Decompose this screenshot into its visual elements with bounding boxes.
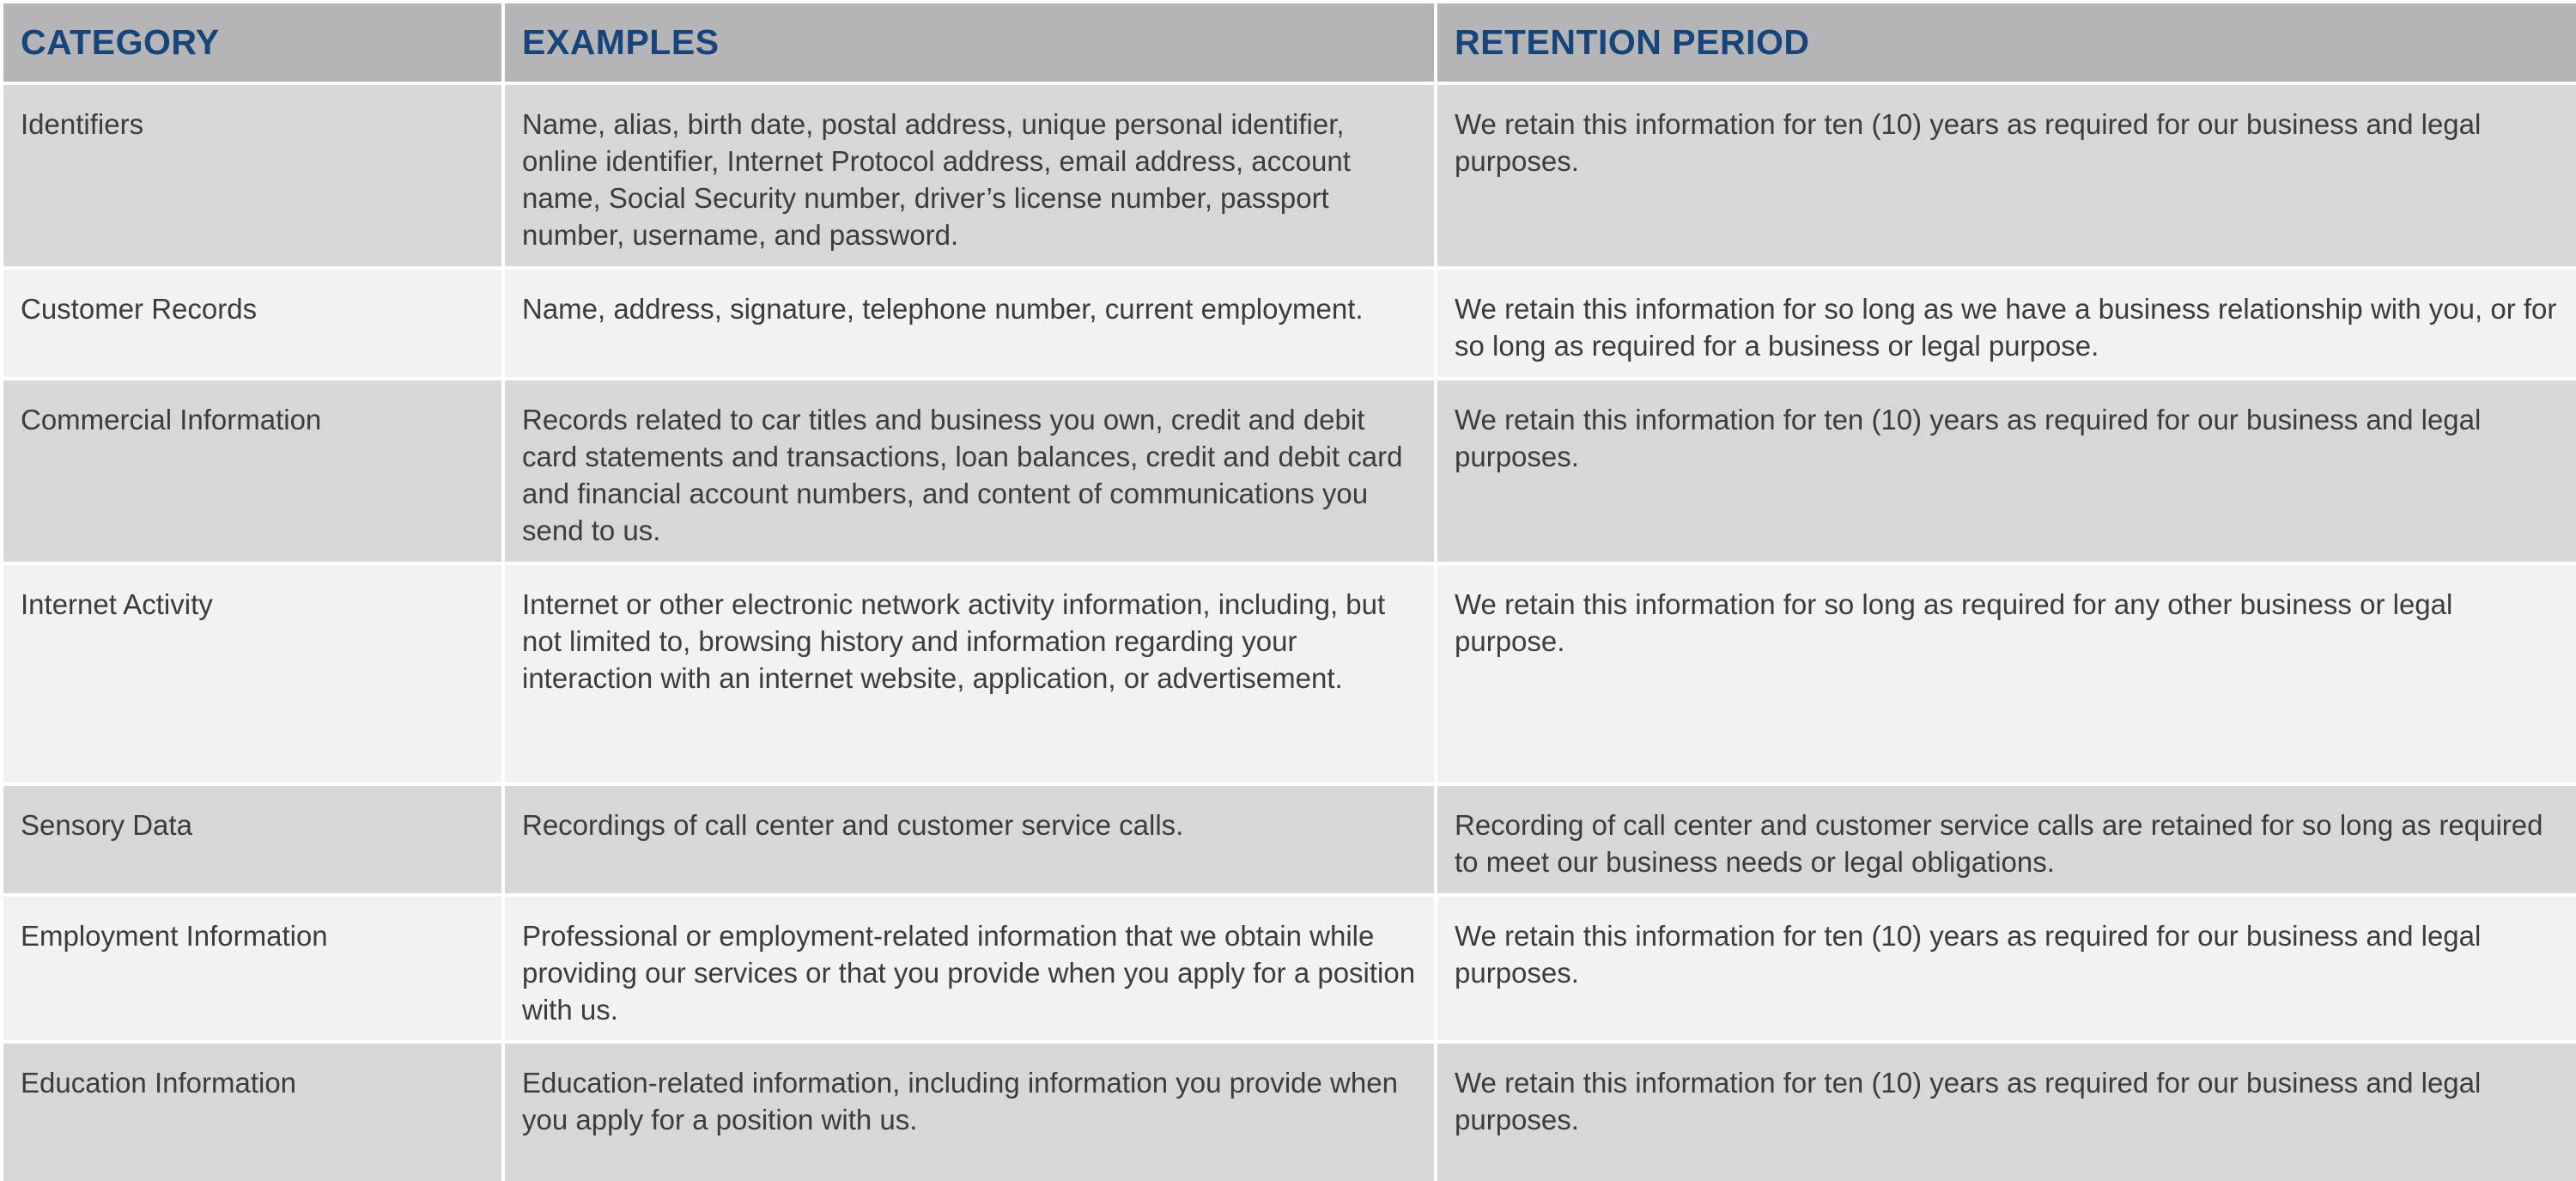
table-row — [2, 784, 2576, 895]
category-cell: Internet Activity — [2, 563, 503, 784]
table-row — [2, 268, 2576, 379]
examples-cell: Records related to car titles and business you own, credit and debit card statements and transactions, loan balances, credit and debit card and financial account numbers, and content of communications you send to us. — [503, 379, 1436, 563]
examples-cell: Professional or employment-related information that we obtain while providing our services or that you provide when you apply for a position with us. — [503, 895, 1436, 1042]
examples-cell: Internet or other electronic network activity information, including, but not limited to, browsing history and information regarding your interaction with an internet website, application, or advertisement. — [503, 563, 1436, 784]
table-header-row — [2, 2, 2576, 83]
examples-cell: Education-related information, including information you provide when you apply for a position with us. — [503, 1042, 1436, 1181]
retention-cell: We retain this information for so long as required for any other business or legal purpose. — [1436, 563, 2576, 784]
table-row — [2, 83, 2576, 268]
category-cell: Identifiers — [2, 83, 503, 268]
table-row — [2, 895, 2576, 1042]
table-row — [2, 563, 2576, 784]
header-category: CATEGORY — [2, 2, 503, 83]
category-cell: Sensory Data — [2, 784, 503, 895]
retention-cell: We retain this information for so long as we have a business relationship with you, or for so long as required for a business or legal purpose. — [1436, 268, 2576, 379]
table-row — [2, 379, 2576, 563]
retention-cell: We retain this information for ten (10) years as required for our business and legal purposes. — [1436, 379, 2576, 563]
examples-cell: Name, address, signature, telephone number, current employment. — [503, 268, 1436, 379]
header-retention-period: RETENTION PERIOD — [1436, 2, 2576, 83]
header-examples: EXAMPLES — [503, 2, 1436, 83]
category-cell: Employment Information — [2, 895, 503, 1042]
examples-cell: Name, alias, birth date, postal address, unique personal identifier, online identifier, Internet Protocol address, email address, account name, Social Security number, driver’s license number, passport number, username, and password. — [503, 83, 1436, 268]
category-cell: Customer Records — [2, 268, 503, 379]
retention-cell: We retain this information for ten (10) years as required for our business and legal purposes. — [1436, 895, 2576, 1042]
examples-cell: Recordings of call center and customer service calls. — [503, 784, 1436, 895]
category-cell: Education Information — [2, 1042, 503, 1181]
category-cell: Commercial Information — [2, 379, 503, 563]
retention-cell: We retain this information for ten (10) years as required for our business and legal purposes. — [1436, 1042, 2576, 1181]
retention-cell: Recording of call center and customer service calls are retained for so long as required to meet our business needs or legal obligations. — [1436, 784, 2576, 895]
table-row — [2, 1042, 2576, 1181]
retention-cell: We retain this information for ten (10) years as required for our business and legal purposes. — [1436, 83, 2576, 268]
